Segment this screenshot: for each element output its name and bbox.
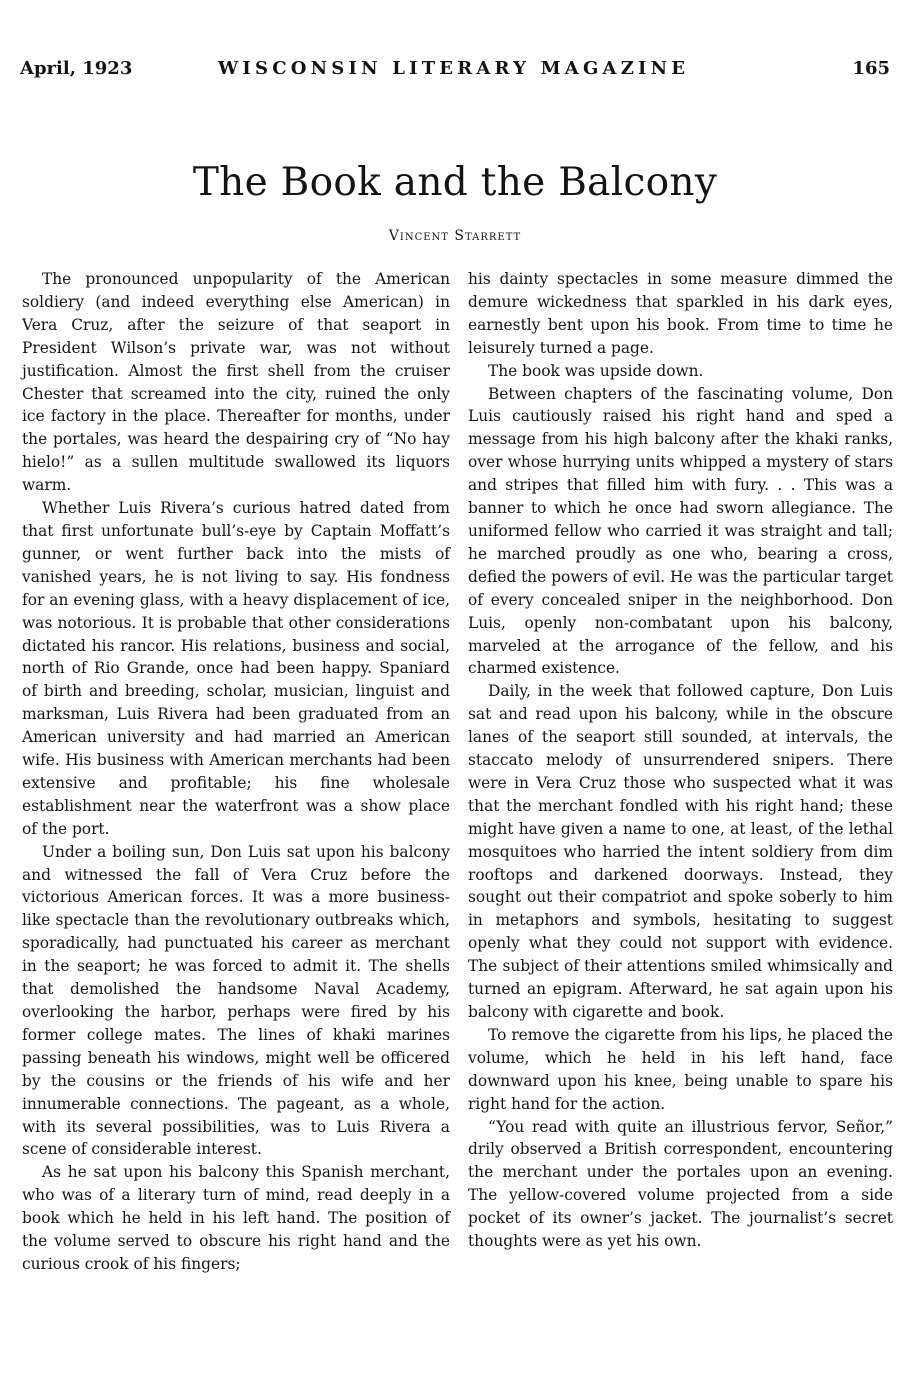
issue-date: April, 1923 (20, 58, 133, 79)
left-column (22, 268, 450, 1276)
article-title: The Book and the Balcony (192, 160, 718, 205)
paragraph: The pronounced unpopularity of the American soldiery (and indeed everything else American) in Vera Cruz, after the seizure of that seaport in President Wilson’s private war, was not without justification. Almost the first shell from the cruiser Chester that screamed into the city, ruined the only ice factory in the place. Thereafter for months, under the portales, was heard the despairing cry of “No hay hielo!” as a sullen multitude swallowed its liquors warm. (22, 270, 450, 495)
paragraph: The book was upside down. (488, 361, 704, 380)
paragraph: Under a boiling sun, Don Luis sat upon his balcony and witnessed the fall of Vera Cruz before the victorious American forces. It was a more business-like spectacle than the revolutionary outbreaks which, sporadically, had punctuated his career as merchant in the seaport; he was forced to admit it. The shells that demolished the handsome Naval Academy, overlooking the harbor, perhaps were fired by his former college mates. The lines of khaki marines passing beneath his windows, might well be officered by the cousins or the friends of his wife and her innumerable connections. The pageant, as a whole, with its several possibilities, was to Luis Rivera a scene of considerable interest. (22, 842, 450, 1159)
right-column (468, 268, 893, 1253)
paragraph: Between chapters of the fascinating volume, Don Luis cautiously raised his right hand and sped a message from his high balcony after the khaki ranks, over whose hurrying units whipped a mystery of stars and stripes that filled him with fury. . . This was a banner to which he once had sworn allegiance. The uniformed fellow who carried it was straight and tall; he marched proudly as one who, bearing a cross, defied the powers of evil. He was the particular target of every concealed sniper in the neighborhood. Don Luis, openly non-combatant upon his balcony, marveled at the arrogance of the fellow, and his charmed existence. (468, 384, 893, 678)
paragraph: To remove the cigarette from his lips, he placed the volume, which he held in his left hand, face downward upon his knee, being unable to spare his right hand for the action. (468, 1025, 893, 1113)
paragraph: Daily, in the week that followed capture, Don Luis sat and read upon his balcony, while in the obscure lanes of the seaport still sounded, at intervals, the staccato melody of unsurrendered snipers. There were in Vera Cruz those who suspected what it was that the merchant fondled with his right hand; these might have given a name to one, at least, of the lethal mosquitoes who harried the intent soldiery from dim rooftops and darkened doorways. Instead, they sought out their compatriot and spoke soberly to him in metaphors and symbols, hesitating to suggest openly what they could not support with evidence. The subject of their attentions smiled whimsically and turned an epigram. Afterward, he sat again upon his balcony with cigarette and book. (468, 682, 893, 1021)
running-header (20, 58, 890, 88)
paragraph: As he sat upon his balcony this Spanish merchant, who was of a literary turn of mind, read deeply in a book which he held in his left hand. The position of the volume served to obscure his right hand and the curious crook of his fingers; (22, 1163, 450, 1273)
article-author: Vincent Starrett (388, 228, 522, 244)
page-number: 165 (852, 58, 890, 79)
paragraph: Whether Luis Rivera’s curious hatred dated from that first unfortunate bull’s-eye by Captain Moffatt’s gunner, or went further back into the mists of vanished years, he is not living to say. His fondness for an evening glass, with a heavy displacement of ice, was notorious. It is probable that other considerations dictated his rancor. His relations, business and social, north of Rio Grande, once had been happy. Spaniard of birth and breeding, scholar, musician, linguist and marksman, Luis Rivera had been graduated from an American university and had married an American wife. His business with American merchants had been extensive and profitable; his fine wholesale establishment near the waterfront was a show place of the port. (22, 499, 450, 838)
paragraph: “You read with quite an illustrious fervor, Señor,” drily observed a British correspondent, encountering the merchant under the portales upon an evening. The yellow-covered volume projected from a side pocket of its owner’s jacket. The journalist’s secret thoughts were as yet his own. (468, 1117, 893, 1251)
magazine-name: WISCONSIN LITERARY MAGAZINE (218, 58, 690, 79)
paragraph-continued: his dainty spectacles in some measure dimmed the demure wickedness that sparkled in his dark eyes, earnestly bent upon his book. From time to time he leisurely turned a page. (468, 270, 893, 357)
